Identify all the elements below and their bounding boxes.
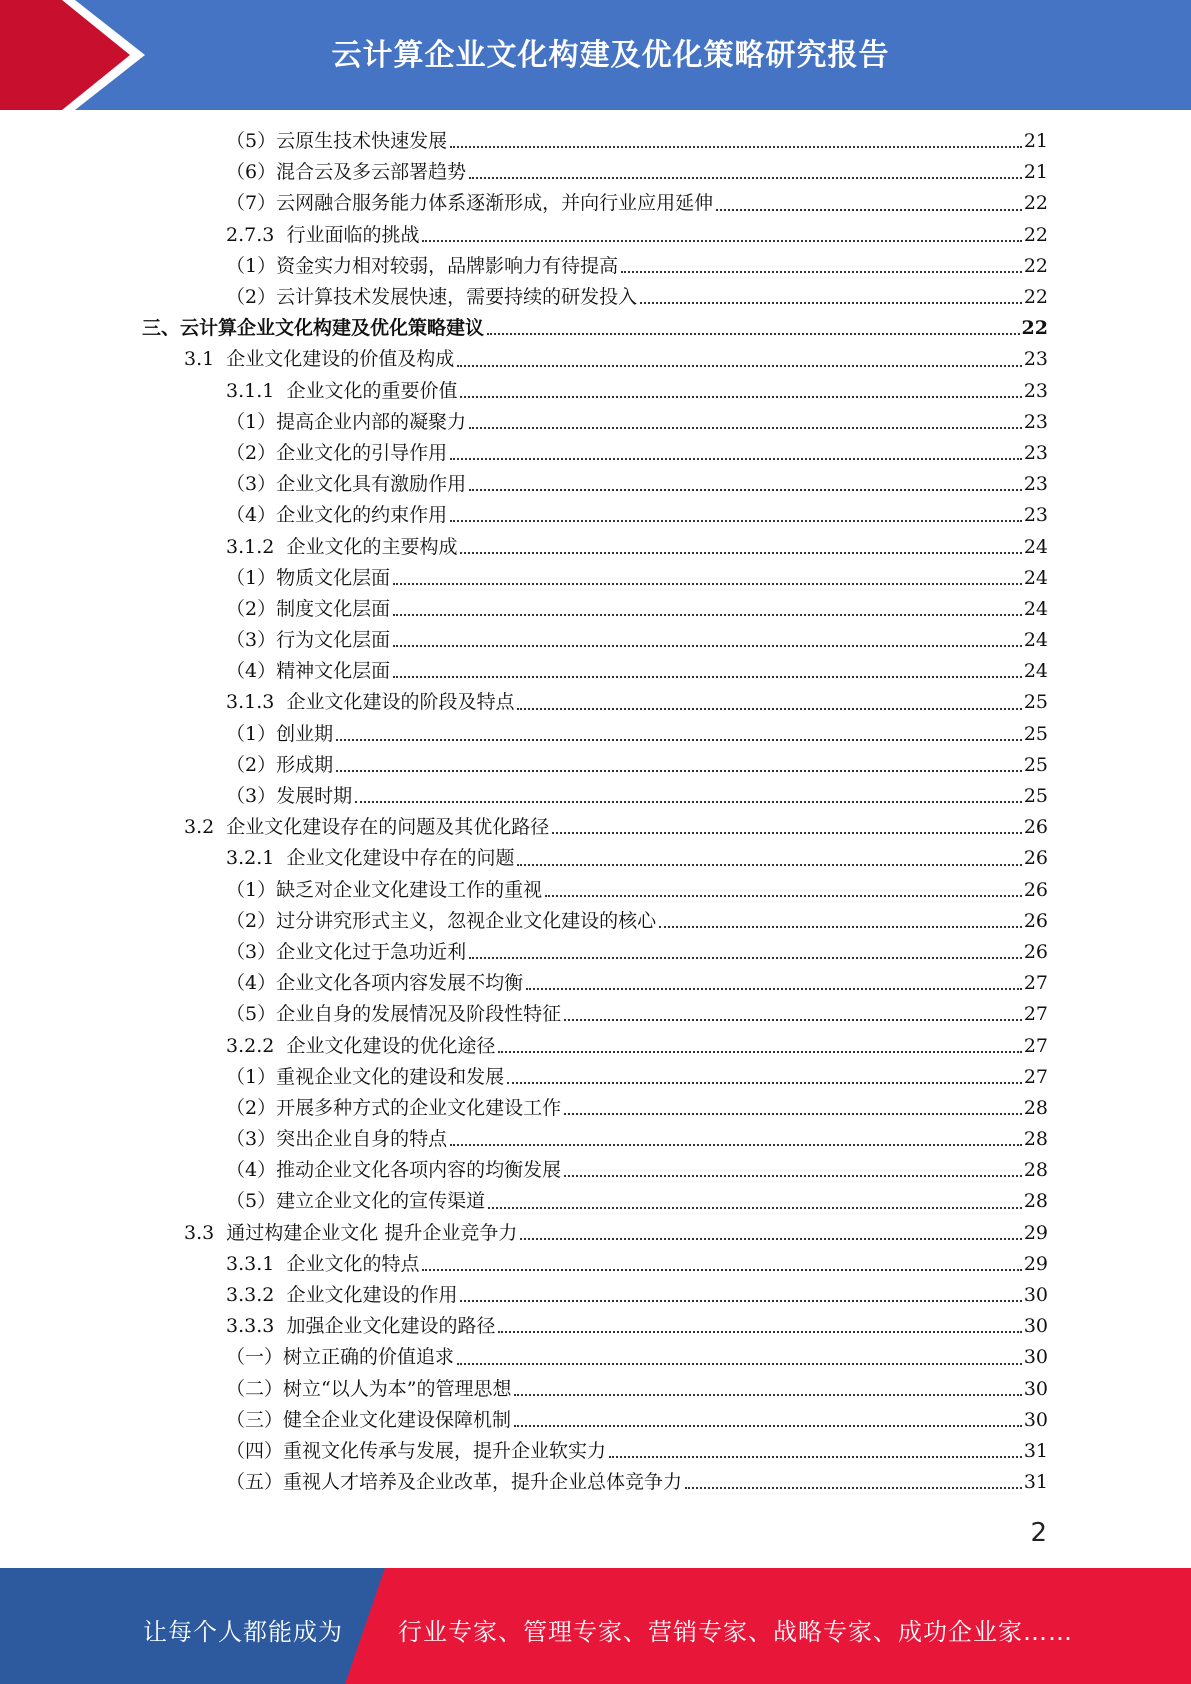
toc-entry-number: （1）: [226, 722, 277, 745]
toc-leader-dots: [450, 457, 1022, 460]
toc-entry-title: 企业文化具有激励作用: [276, 473, 467, 496]
toc-entry-number: 2.7.3: [226, 223, 287, 246]
toc-leader-dots: [488, 1206, 1022, 1209]
toc-entry-title: 重视人才培养及企业改革，提升企业总体竞争力: [283, 1471, 683, 1494]
toc-entry[interactable]: [0, 531, 1191, 562]
toc-entry-title: 行为文化层面: [276, 629, 391, 652]
toc-entry-page: 26: [1023, 878, 1048, 901]
toc-entry-page: 29: [1023, 1252, 1048, 1275]
toc-entry-page: 27: [1023, 1034, 1048, 1057]
toc-entry-number: （2）: [226, 1096, 277, 1119]
toc-entry-page: 27: [1023, 972, 1048, 995]
toc-entry[interactable]: [0, 687, 1191, 718]
toc-entry-page: 28: [1023, 1128, 1048, 1151]
toc-entry-number: （5）: [226, 1003, 277, 1026]
toc-entry[interactable]: [0, 625, 1191, 656]
toc-entry[interactable]: [0, 968, 1191, 999]
table-of-contents: [0, 126, 1191, 1498]
toc-entry-number: （3）: [226, 940, 277, 963]
toc-entry-title: 企业文化的引导作用: [276, 441, 448, 464]
toc-entry[interactable]: [0, 438, 1191, 469]
toc-entry-page: 31: [1023, 1439, 1048, 1462]
toc-entry-title: 重视文化传承与发展，提升企业软实力: [283, 1439, 607, 1462]
toc-entry[interactable]: [0, 1062, 1191, 1093]
toc-entry-number: 3.2: [184, 816, 227, 839]
toc-entry-number: （4）: [226, 1159, 277, 1182]
toc-leader-dots: [520, 1237, 1021, 1240]
toc-entry-page: 23: [1023, 379, 1048, 402]
toc-entry-page: 29: [1023, 1221, 1048, 1244]
toc-entry-title: 云原生技术快速发展: [276, 130, 448, 153]
toc-entry-page: 31: [1023, 1471, 1048, 1494]
toc-entry[interactable]: [0, 812, 1191, 843]
toc-entry-page: 22: [1023, 223, 1048, 246]
toc-entry-title: 企业文化建设的优化途径: [286, 1034, 496, 1057]
toc-leader-dots: [469, 956, 1022, 959]
toc-entry-page: 25: [1023, 722, 1048, 745]
toc-entry-title: 企业文化的主要构成: [286, 535, 458, 558]
toc-entry-page: 23: [1023, 410, 1048, 433]
toc-entry-number: （6）: [226, 161, 277, 184]
toc-entry-page: 30: [1023, 1284, 1048, 1307]
toc-entry[interactable]: [0, 781, 1191, 812]
toc-leader-dots: [609, 1455, 1022, 1458]
toc-entry-number: （5）: [226, 1190, 277, 1213]
toc-entry-page: 28: [1023, 1096, 1048, 1119]
toc-entry[interactable]: [0, 469, 1191, 500]
footer-slogan-left: 让每个人都能成为: [143, 1618, 343, 1646]
toc-entry-number: 3.2.2: [226, 1034, 287, 1057]
toc-leader-dots: [498, 1050, 1021, 1053]
toc-entry-title: 推动企业文化各项内容的均衡发展: [276, 1159, 562, 1182]
toc-entry-number: 3.3: [184, 1221, 227, 1244]
toc-entry-page: 26: [1023, 847, 1048, 870]
toc-entry-title: 加强企业文化建设的路径: [286, 1315, 496, 1338]
toc-entry-number: （3）: [226, 1128, 277, 1151]
toc-entry-number: （4）: [226, 972, 277, 995]
toc-entry-title: 提高企业内部的凝聚力: [276, 410, 467, 433]
toc-entry[interactable]: [0, 282, 1191, 313]
toc-entry[interactable]: [0, 157, 1191, 188]
toc-entry-title: 企业文化的重要价值: [286, 379, 458, 402]
toc-entry[interactable]: [0, 220, 1191, 251]
toc-entry-number: （3）: [226, 473, 277, 496]
toc-entry-page: 21: [1023, 130, 1048, 153]
toc-leader-dots: [422, 1268, 1021, 1271]
toc-entry-number: 3.1.1: [226, 379, 287, 402]
toc-entry-number: （2）: [226, 286, 277, 309]
toc-entry[interactable]: [0, 188, 1191, 219]
toc-entry[interactable]: [0, 843, 1191, 874]
toc-entry-title: 健全企业文化建设保障机制: [283, 1408, 512, 1431]
toc-entry-title: 云计算技术发展快速，需要持续的研发投入: [276, 286, 638, 309]
toc-entry-title: 云计算企业文化构建及优化策略建议: [180, 317, 485, 340]
toc-leader-dots: [514, 1393, 1021, 1396]
toc-entry-number: （7）: [226, 192, 277, 215]
toc-leader-dots: [457, 1362, 1022, 1365]
toc-leader-dots: [621, 270, 1022, 273]
toc-entry-title: 树立“以人为本”的管理思想: [283, 1377, 512, 1400]
toc-entry-page: 21: [1023, 161, 1048, 184]
toc-leader-dots: [422, 239, 1021, 242]
toc-entry[interactable]: [0, 1093, 1191, 1124]
toc-entry[interactable]: [0, 1249, 1191, 1280]
toc-entry-title: 缺乏对企业文化建设工作的重视: [276, 878, 543, 901]
toc-entry-page: 26: [1023, 909, 1048, 932]
toc-entry-number: （1）: [226, 566, 277, 589]
toc-entry-page: 27: [1023, 1065, 1048, 1088]
toc-leader-dots: [450, 1143, 1022, 1146]
toc-entry[interactable]: [0, 313, 1191, 344]
toc-entry-title: 过分讲究形式主义，忽视企业文化建设的核心: [276, 909, 657, 932]
toc-entry-page: 26: [1023, 940, 1048, 963]
toc-entry-title: 重视企业文化的建设和发展: [276, 1065, 505, 1088]
toc-leader-dots: [457, 364, 1022, 367]
toc-entry-number: （2）: [226, 441, 277, 464]
toc-entry-title: 树立正确的价值追求: [283, 1346, 455, 1369]
toc-entry-page: 27: [1023, 1003, 1048, 1026]
toc-leader-dots: [564, 1112, 1022, 1115]
toc-leader-dots: [355, 800, 1022, 803]
toc-entry-title: 企业文化建设中存在的问题: [286, 847, 515, 870]
toc-entry-title: 企业文化的约束作用: [276, 504, 448, 527]
toc-entry[interactable]: [0, 376, 1191, 407]
toc-entry-title: 行业面临的挑战: [286, 223, 420, 246]
toc-leader-dots: [716, 208, 1022, 211]
toc-entry-page: 22: [1023, 286, 1048, 309]
toc-entry[interactable]: [0, 500, 1191, 531]
toc-entry-number: （2）: [226, 909, 277, 932]
toc-entry-number: （4）: [226, 504, 277, 527]
toc-entry[interactable]: [0, 1467, 1191, 1498]
toc-entry-title: 企业文化各项内容发展不均衡: [276, 972, 524, 995]
page-header: [0, 0, 1191, 110]
toc-leader-dots: [685, 1486, 1022, 1489]
toc-entry-page: 23: [1023, 348, 1048, 371]
toc-entry-page: 25: [1023, 785, 1048, 808]
toc-entry-page: 30: [1023, 1408, 1048, 1431]
toc-leader-dots: [469, 176, 1022, 179]
toc-entry-title: 形成期: [276, 753, 334, 776]
toc-entry[interactable]: [0, 251, 1191, 282]
toc-leader-dots: [517, 707, 1021, 710]
toc-entry-number: 3.1: [184, 348, 227, 371]
toc-entry-title: 创业期: [276, 722, 334, 745]
toc-entry-number: （4）: [226, 660, 277, 683]
toc-entry-number: （1）: [226, 878, 277, 901]
toc-entry-page: 22: [1023, 192, 1048, 215]
toc-leader-dots: [526, 987, 1022, 990]
toc-entry-number: 3.2.1: [226, 847, 287, 870]
toc-entry-title: 企业文化的特点: [286, 1252, 420, 1275]
toc-entry-title: 物质文化层面: [276, 566, 391, 589]
toc-entry-number: 3.3.2: [226, 1284, 287, 1307]
toc-entry-page: 24: [1023, 660, 1048, 683]
toc-entry[interactable]: [0, 656, 1191, 687]
toc-entry-number: （2）: [226, 753, 277, 776]
toc-entry-title: 企业自身的发展情况及阶段性特征: [276, 1003, 562, 1026]
toc-entry-page: 23: [1023, 473, 1048, 496]
toc-leader-dots: [460, 395, 1021, 398]
toc-entry[interactable]: [0, 719, 1191, 750]
toc-entry-title: 突出企业自身的特点: [276, 1128, 448, 1151]
toc-entry-page: 25: [1023, 753, 1048, 776]
toc-entry-page: 30: [1023, 1315, 1048, 1338]
toc-entry-number: （5）: [226, 130, 277, 153]
toc-leader-dots: [393, 582, 1022, 585]
toc-entry[interactable]: [0, 1186, 1191, 1217]
toc-entry-number: （2）: [226, 597, 277, 620]
toc-entry-page: 22: [1023, 254, 1048, 277]
toc-entry-number: （五）: [226, 1471, 284, 1494]
toc-entry[interactable]: [0, 1405, 1191, 1436]
toc-entry-title: 发展时期: [276, 785, 353, 808]
toc-leader-dots: [469, 426, 1022, 429]
toc-entry-number: （3）: [226, 785, 277, 808]
toc-entry-title: 混合云及多云部署趋势: [276, 161, 467, 184]
toc-leader-dots: [460, 1299, 1021, 1302]
toc-entry-title: 通过构建企业文化 提升企业竞争力: [226, 1221, 518, 1244]
toc-entry-page: 25: [1023, 691, 1048, 714]
toc-entry-page: 23: [1023, 441, 1048, 464]
toc-entry[interactable]: [0, 1280, 1191, 1311]
toc-entry-page: 28: [1023, 1159, 1048, 1182]
toc-entry-title: 企业文化过于急功近利: [276, 940, 467, 963]
toc-leader-dots: [336, 738, 1022, 741]
toc-leader-dots: [336, 769, 1022, 772]
toc-entry[interactable]: [0, 937, 1191, 968]
toc-leader-dots: [640, 301, 1022, 304]
toc-leader-dots: [659, 925, 1022, 928]
toc-entry-title: 制度文化层面: [276, 597, 391, 620]
toc-leader-dots: [552, 831, 1022, 834]
toc-entry[interactable]: [0, 594, 1191, 625]
toc-leader-dots: [450, 145, 1022, 148]
toc-leader-dots: [393, 644, 1022, 647]
toc-entry-page: 30: [1023, 1346, 1048, 1369]
toc-entry-number: 3.1.3: [226, 691, 287, 714]
toc-entry-page: 28: [1023, 1190, 1048, 1213]
toc-entry-number: （二）: [226, 1377, 284, 1400]
toc-entry-number: （3）: [226, 629, 277, 652]
toc-entry-title: 企业文化建设的价值及构成: [226, 348, 455, 371]
toc-leader-dots: [487, 332, 1020, 335]
toc-leader-dots: [517, 863, 1021, 866]
toc-entry[interactable]: [0, 1124, 1191, 1155]
toc-entry-number: （四）: [226, 1439, 284, 1462]
toc-entry[interactable]: [0, 906, 1191, 937]
toc-leader-dots: [450, 519, 1022, 522]
toc-entry[interactable]: [0, 750, 1191, 781]
toc-entry[interactable]: [0, 344, 1191, 375]
toc-entry-page: 24: [1023, 535, 1048, 558]
toc-entry-number: 3.3.1: [226, 1252, 287, 1275]
toc-entry[interactable]: [0, 1436, 1191, 1467]
toc-entry-number: （1）: [226, 254, 277, 277]
toc-entry-number: 3.1.2: [226, 535, 287, 558]
document-title: 云计算企业文化构建及优化策略研究报告: [331, 38, 890, 73]
toc-entry-page: 24: [1023, 566, 1048, 589]
toc-entry-title: 企业文化建设存在的问题及其优化路径: [226, 816, 550, 839]
toc-leader-dots: [564, 1174, 1022, 1177]
toc-entry-page: 26: [1023, 816, 1048, 839]
toc-entry[interactable]: [0, 875, 1191, 906]
toc-entry-title: 精神文化层面: [276, 660, 391, 683]
toc-leader-dots: [393, 675, 1022, 678]
toc-entry-page: 30: [1023, 1377, 1048, 1400]
toc-leader-dots: [460, 551, 1021, 554]
toc-entry[interactable]: [0, 1311, 1191, 1342]
toc-entry[interactable]: [0, 1218, 1191, 1249]
toc-leader-dots: [498, 1330, 1021, 1333]
toc-leader-dots: [469, 488, 1022, 491]
toc-entry-title: 企业文化建设的作用: [286, 1284, 458, 1307]
toc-entry[interactable]: [0, 1155, 1191, 1186]
toc-entry[interactable]: [0, 1030, 1191, 1061]
toc-leader-dots: [393, 613, 1022, 616]
toc-entry-number: （1）: [226, 410, 277, 433]
toc-leader-dots: [514, 1424, 1022, 1427]
toc-leader-dots: [507, 1081, 1022, 1084]
toc-entry[interactable]: [0, 1374, 1191, 1405]
toc-entry-title: 建立企业文化的宣传渠道: [276, 1190, 486, 1213]
toc-entry-page: 24: [1023, 629, 1048, 652]
toc-entry[interactable]: [0, 999, 1191, 1030]
toc-entry[interactable]: [0, 563, 1191, 594]
page-footer: [0, 1568, 1191, 1684]
toc-entry-title: 云网融合服务能力体系逐渐形成，并向行业应用延伸: [276, 192, 714, 215]
toc-entry-number: （一）: [226, 1346, 284, 1369]
toc-entry-number: （1）: [226, 1065, 277, 1088]
toc-entry-page: 22: [1021, 317, 1048, 340]
toc-entry-number: 3.3.3: [226, 1315, 287, 1338]
toc-entry-page: 23: [1023, 504, 1048, 527]
toc-leader-dots: [545, 894, 1022, 897]
toc-entry[interactable]: [0, 1342, 1191, 1373]
toc-entry-title: 开展多种方式的企业文化建设工作: [276, 1096, 562, 1119]
toc-entry[interactable]: [0, 407, 1191, 438]
page-number: 2: [1030, 1518, 1047, 1548]
toc-entry-title: 企业文化建设的阶段及特点: [286, 691, 515, 714]
toc-entry-page: 24: [1023, 597, 1048, 620]
toc-entry-title: 资金实力相对较弱，品牌影响力有待提高: [276, 254, 619, 277]
toc-entry-number: 三、: [142, 317, 181, 340]
toc-entry-number: （三）: [226, 1408, 284, 1431]
footer-slogan-right: 行业专家、管理专家、营销专家、战略专家、成功企业家……: [398, 1618, 1073, 1646]
toc-entry[interactable]: [0, 126, 1191, 157]
toc-leader-dots: [564, 1018, 1022, 1021]
